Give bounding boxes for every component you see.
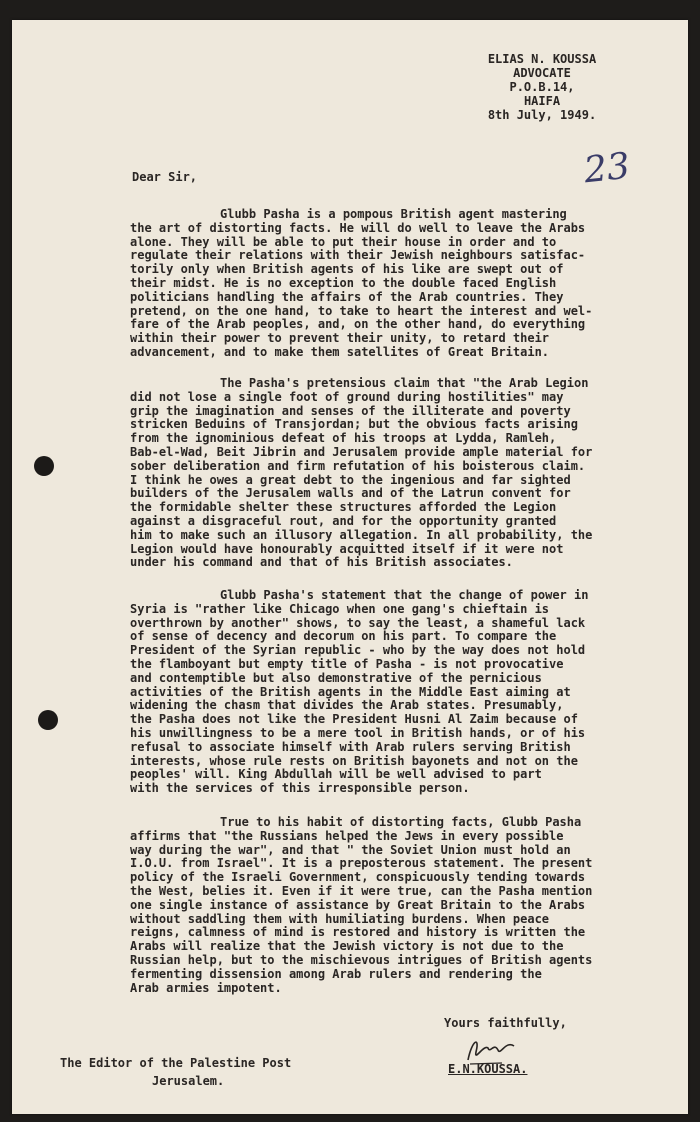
text-line: the art of distorting facts. He will do well to leave the Arabs [130, 221, 586, 235]
text-line: fare of the Arab peoples, and, on the other hand, do everything [130, 318, 586, 332]
text-line: policy of the Israeli Government, conspicuously tending towards [130, 871, 586, 885]
text-line: their midst. He is no exception to the double faced English [130, 276, 557, 290]
text-line: stricken Beduins of Transjordan; but the obvious facts arising [130, 418, 578, 432]
text-line: widening the chasm that divides the Arab states. Presumably, [130, 699, 564, 713]
text-line: refusal to associate himself with Arab rulers serving British [130, 740, 571, 754]
sender-title: ADVOCATE [513, 66, 571, 80]
text-line: within their power to prevent their unity, to retard their [130, 332, 550, 346]
text-line: him to make such an illusory allegation. In all probability, the [130, 528, 593, 542]
text-line: affirms that "the Russians helped the Jews in every possible [130, 829, 564, 843]
text-line: Legion would have honourably acquitted itself if it were not [130, 542, 564, 556]
text-line: his unwillingness to be a mere tool in British hands, or of his [130, 726, 586, 740]
text-line: activities of the British agents in the Middle East aiming at [130, 685, 571, 699]
letter-page [12, 20, 688, 1114]
text-line: Syria is "rather like Chicago when one gang's chieftain is [130, 602, 550, 616]
text-line: I think he owes a great debt to the ingenious and far sighted [130, 473, 571, 487]
text-line: against a disgraceful rout, and for the opportunity granted [130, 514, 557, 528]
punch-hole-top [34, 456, 54, 476]
text-line: pretend, on the one hand, to take to heart the interest and wel- [130, 304, 593, 318]
paragraph-1 [130, 208, 670, 360]
text-line: one single instance of assistance by Great Britain to the Arabs [130, 898, 586, 912]
text-line: under his command and that of his British associates. [130, 556, 513, 570]
addressee-line-1: The Editor of the Palestine Post [60, 1056, 292, 1070]
paragraph-4 [130, 816, 670, 995]
text-line: True to his habit of distorting facts, Glubb Pasha [220, 816, 582, 829]
text-line: I.O.U. from Israel". It is a preposterous statement. The present [130, 857, 593, 871]
text-line: The Pasha's pretensious claim that "the Arab Legion [220, 377, 589, 390]
text-line: fermenting dissension among Arab rulers and rendering the [130, 967, 542, 981]
text-line: of sense of decency and decorum on his part. To compare the [130, 630, 557, 644]
text-line: Glubb Pasha's statement that the change of power in [220, 589, 589, 602]
text-line: from the ignominious defeat of his troops at Lydda, Ramleh, [130, 432, 557, 446]
addressee-block [60, 1054, 291, 1090]
text-line: regulate their relations with their Jewish neighbours satisfac- [130, 249, 586, 263]
paragraph-2 [130, 377, 670, 570]
handwritten-page-number: 23 [581, 145, 632, 192]
text-line: the Pasha does not like the President Husni Al Zaim because of [130, 713, 578, 727]
text-line: way during the war", and that " the Soviet Union must hold an [130, 843, 571, 857]
addressee-line-2: Jerusalem. [152, 1074, 225, 1088]
text-line: President of the Syrian republic - who by the way does not hold [130, 644, 586, 658]
text-line: builders of the Jerusalem walls and of the Latrun convent for [130, 487, 571, 501]
text-line: alone. They will be able to put their house in order and to [130, 235, 557, 249]
letterhead [452, 52, 632, 122]
text-line: Bab-el-Wad, Beit Jibrin and Jerusalem provide ample material for [130, 445, 593, 459]
text-line: peoples' will. King Abdullah will be well advised to part [130, 768, 542, 782]
text-line: sober deliberation and firm refutation of his boisterous claim. [130, 459, 586, 473]
text-line: the flamboyant but empty title of Pasha - is not provocative [130, 657, 564, 671]
text-line: torily only when British agents of his like are swept out of [130, 263, 564, 277]
signed-name: E.N.KOUSSA. [448, 1062, 528, 1076]
text-line: did not lose a single foot of ground during hostilities" may [130, 390, 564, 404]
punch-hole-bottom [38, 710, 58, 730]
text-line: without saddling them with humiliating burdens. When peace [130, 912, 550, 926]
text-line: Arab armies impotent. [130, 981, 282, 995]
text-line: advancement, and to make them satellites of Great Britain. [130, 345, 550, 359]
salutation: Dear Sir, [132, 170, 198, 184]
text-line: reigns, calmness of mind is restored and history is written the [130, 926, 586, 940]
text-line: the West, belies it. Even if it were true, can the Pasha mention [130, 884, 593, 898]
text-line: and contemptible but also demonstrative of the pernicious [130, 671, 542, 685]
text-line: Arabs will realize that the Jewish victory is not due to the [130, 940, 564, 954]
text-line: with the services of this irresponsible person. [130, 782, 470, 796]
closing: Yours faithfully, [444, 1016, 567, 1030]
text-line: Russian help, but to the mischievous intrigues of British agents [130, 953, 593, 967]
sender-pobox: P.O.B.14, [509, 80, 575, 94]
letter-date: 8th July, 1949. [487, 108, 597, 122]
text-line: overthrown by another" shows, to say the least, a shameful lack [130, 616, 586, 630]
sender-city: HAIFA [523, 94, 561, 108]
text-line: the formidable shelter these structures afforded the Legion [130, 501, 557, 515]
text-line: interests, whose rule rests on British bayonets and not on the [130, 754, 578, 768]
text-line: politicians handling the affairs of the Arab countries. They [130, 290, 564, 304]
text-line: grip the imagination and senses of the illiterate and poverty [130, 404, 571, 418]
sender-name: ELIAS N. KOUSSA [487, 52, 597, 66]
paragraph-3 [130, 589, 670, 796]
text-line: Glubb Pasha is a pompous British agent mastering [220, 208, 567, 221]
